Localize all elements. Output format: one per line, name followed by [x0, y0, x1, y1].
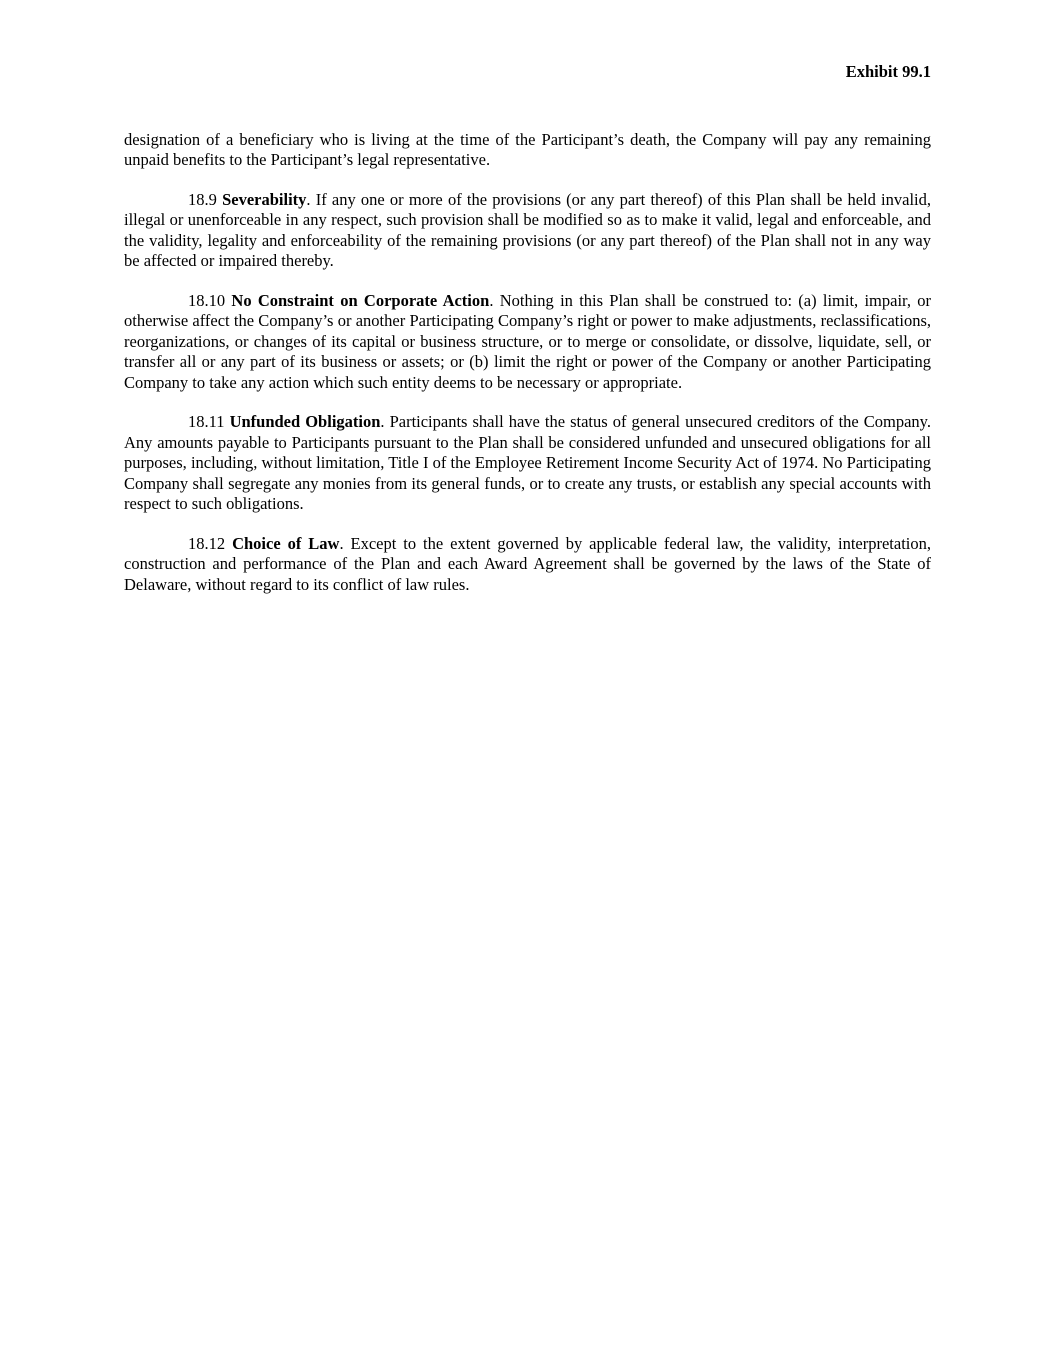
exhibit-label: Exhibit 99.1: [845, 62, 931, 81]
paragraph-section-18-9: [124, 190, 931, 272]
paragraph-section-18-11: [124, 412, 931, 515]
section-title: Unfunded Obligation: [229, 412, 381, 431]
section-title: Choice of Law: [232, 533, 340, 553]
paragraph-text: . If any one or more of the provisions (or any part thereof) of this Plan shall be held invalid, illegal or unenforceable in any respect, such provision shall be modified so as to make it valid, legal and enforceable, and the validity, legality and enforceability of the remaining provisions (or any part thereof) of the Plan shall not in any way be affected or impaired thereby.: [124, 189, 932, 270]
paragraph-text: . Nothing in this Plan shall be construed to: (a) limit, impair, or otherwise affect the Company’s or another Participating Company’s right or power to make adjustments, reclassifications, reorganizations, or changes of its capital or business structure, or to merge or consolidate, or dissolve, liquidate, sell, or transfer all or any part of its business or assets; or (b) limit the right or power of the Company or another Participating Company to take any action which such entity deems to be necessary or appropriate.: [124, 290, 932, 392]
section-number: 18.12: [188, 533, 233, 553]
paragraph-text: . Participants shall have the status of general unsecured creditors of the Company. Any amounts payable to Participants pursuant to the Plan shall be considered unfunded and unsecured obligations for all purposes, including, without limitation, Title I of the Employee Retirement Income Security Act of 1974. No Participating Company shall segregate any monies from its general funds, or to create any trusts, or establish any special accounts with respect to such obligations.: [124, 412, 931, 513]
paragraph-section-18-10: [124, 291, 931, 394]
paragraph-section-18-12: [124, 534, 931, 596]
section-number: 18.10: [188, 290, 232, 310]
section-title: Severability: [222, 189, 307, 209]
paragraph-text: . Except to the extent governed by applicable federal law, the validity, interpretation, construction and performance of the Plan and each Award Agreement shall be governed by the laws of the State of Delaware, without regard to its conflict of law rules.: [124, 533, 931, 594]
section-number: 18.11: [188, 412, 230, 431]
paragraph-continuation: [124, 130, 931, 171]
section-number: 18.9: [188, 189, 223, 209]
section-title: No Constraint on Corporate Action: [231, 290, 490, 310]
paragraph-text: designation of a beneficiary who is living at the time of the Participant’s death, the Company will pay any remaining unpaid benefits to the Participant’s legal representative.: [124, 129, 931, 169]
